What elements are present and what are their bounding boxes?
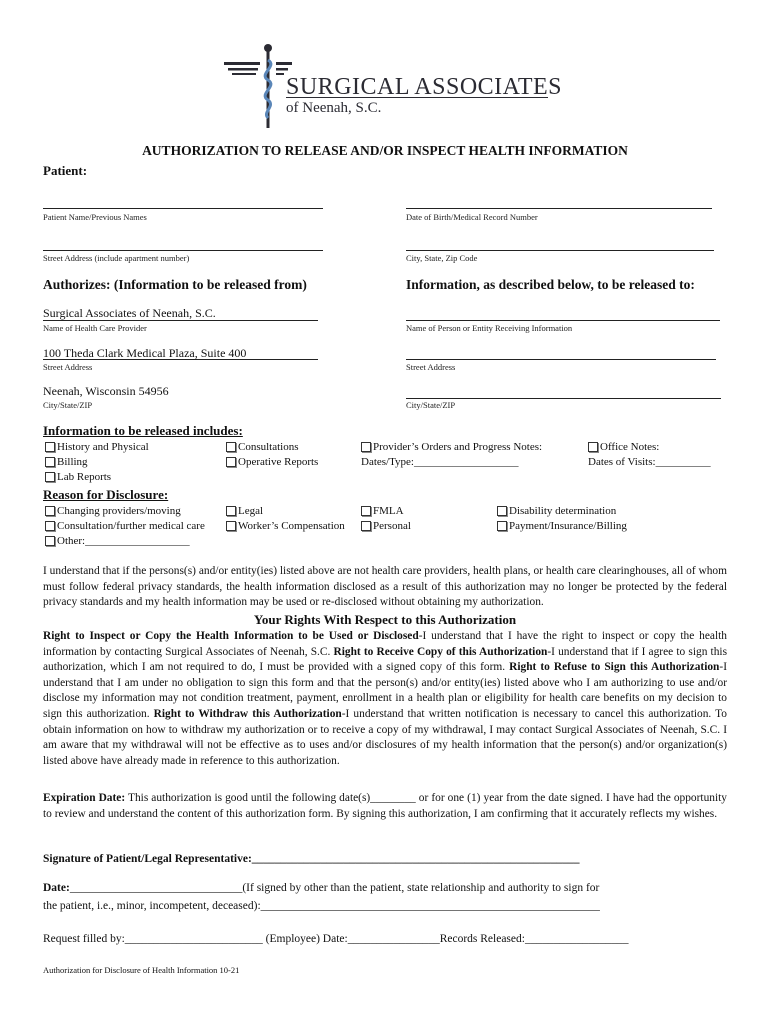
checkbox-icon <box>45 521 55 531</box>
reason-heading: Reason for Disclosure: <box>43 487 169 502</box>
date-row: Date:______________________________(If signed by other than the patient, state relationship and authority to sign for <box>43 882 600 894</box>
patient-name-caption: Patient Name/Previous Names <box>43 212 147 222</box>
patient-label: Patient: <box>43 163 88 178</box>
checkbox-lab[interactable]: Lab Reports <box>45 471 111 483</box>
to-heading: Information, as described below, to be released to: <box>406 277 695 292</box>
checkbox-icon <box>45 506 55 516</box>
checkbox-icon <box>226 521 236 531</box>
patient-name-field[interactable] <box>43 194 323 209</box>
checkbox-payment[interactable]: Payment/Insurance/Billing <box>497 520 627 532</box>
checkbox-icon <box>45 472 55 482</box>
privacy-paragraph: I understand that if the persons(s) and/or entity(ies) listed above are not health care providers, health plans, or health care clearinghouses, all of whom must follow federal privacy standards, the health information disclosed as a result of this authorization may no longer be protected by the federal privacy standards and my health information may be used or re-disclosed without obtaining my authorization. <box>43 565 727 609</box>
page-title: AUTHORIZATION TO RELEASE AND/OR INSPECT HEALTH INFORMATION <box>142 143 628 158</box>
logo-subtitle: of Neenah, S.C. <box>286 100 382 116</box>
checkbox-consult[interactable]: Consultation/further medical care <box>45 520 205 532</box>
checkbox-icon <box>226 442 236 452</box>
checkbox-billing[interactable]: Billing <box>45 456 88 468</box>
footer: Authorization for Disclosure of Health Information 10-21 <box>43 965 240 975</box>
provider-street-line <box>43 359 318 360</box>
recipient-street-caption: Street Address <box>406 362 456 372</box>
checkbox-icon <box>361 506 371 516</box>
dob-caption: Date of Birth/Medical Record Number <box>406 212 538 222</box>
date-field[interactable]: ______________________________ <box>69 882 243 894</box>
checkbox-workers[interactable]: Worker’s Compensation <box>226 520 345 532</box>
relationship-field[interactable]: the patient, i.e., minor, incompetent, deceased):___________________________________________________________ <box>43 900 600 912</box>
provider-name: Surgical Associates of Neenah, S.C. <box>43 306 216 320</box>
checkbox-orders[interactable]: Provider’s Orders and Progress Notes: <box>361 441 542 453</box>
checkbox-icon <box>497 521 507 531</box>
checkbox-icon <box>361 521 371 531</box>
checkbox-legal[interactable]: Legal <box>226 505 263 517</box>
patient-city-caption: City, State, Zip Code <box>406 253 478 263</box>
checkbox-icon <box>497 506 507 516</box>
checkbox-disability[interactable]: Disability determination <box>497 505 616 517</box>
checkbox-history[interactable]: History and Physical <box>45 441 149 453</box>
checkbox-office[interactable]: Office Notes: <box>588 441 659 453</box>
checkbox-icon <box>45 536 55 546</box>
checkbox-icon <box>45 457 55 467</box>
checkbox-other[interactable]: Other:___________________ <box>45 535 190 547</box>
provider-street-caption: Street Address <box>43 362 93 372</box>
office-dates-field[interactable]: Dates of Visits:__________ <box>588 456 711 468</box>
checkbox-operative[interactable]: Operative Reports <box>226 456 318 468</box>
provider-city-caption: City/State/ZIP <box>43 400 93 410</box>
provider-city: Neenah, Wisconsin 54956 <box>43 384 169 398</box>
recipient-city-field[interactable] <box>406 384 721 399</box>
from-heading: Authorizes: (Information to be released from) <box>43 277 307 292</box>
checkbox-fmla[interactable]: FMLA <box>361 505 404 517</box>
patient-city-field[interactable] <box>406 236 714 251</box>
checkbox-moving[interactable]: Changing providers/moving <box>45 505 181 517</box>
dob-field[interactable] <box>406 194 712 209</box>
checkbox-icon <box>45 442 55 452</box>
recipient-city-caption: City/State/ZIP <box>406 400 456 410</box>
recipient-name-caption: Name of Person or Entity Receiving Information <box>406 323 573 333</box>
signature-field[interactable]: Signature of Patient/Legal Representative:_________________________________________________________ <box>43 853 580 865</box>
recipient-name-field[interactable] <box>406 306 720 321</box>
logo <box>220 40 560 130</box>
checkbox-icon <box>361 442 371 452</box>
rights-heading: Your Rights With Respect to this Authorization <box>253 612 517 627</box>
request-filled-row[interactable]: Request filled by:________________________ (Employee) Date:________________Records Released:__________________ <box>43 933 629 945</box>
checkbox-consultations[interactable]: Consultations <box>226 441 299 453</box>
checkbox-personal[interactable]: Personal <box>361 520 411 532</box>
provider-street: 100 Theda Clark Medical Plaza, Suite 400 <box>43 346 247 360</box>
expiration-paragraph: Expiration Date: This authorization is good until the following date(s)________ or for one (1) year from the date signed. I have had the opportunity to review and understand the content of this authorization form. By signing this authorization, I am confirming that it accurately reflects my wishes. <box>43 792 727 820</box>
rights-paragraph: Right to Inspect or Copy the Health Information to be Used or Disclosed-I understand that I have the right to inspect or copy the health information by contacting Surgical Associates of Neenah, S.C. Right to Receive Copy of this Authorization-I understand that if I agree to sign this authorization, which I am not required to do, I must be provided with a signed copy of this form. Right to Refuse to Sign this Authorization-I understand that I am under no obligation to sign this form and that the person(s) and/or entity(ies) listed above who I am authorizing to use and/or disclose my information may not condition treatment, payment, enrollment in a health plan or eligibility for health care benefits on my decision to sign this authorization. Right to Withdraw this Authorization-I understand that written notification is necessary to cancel this authorization. To obtain information on how to withdraw my authorization or to receive a copy of my withdrawal, I may contact Surgical Associates of Neenah, S.C. I am aware that my withdrawal will not be effective as to uses and/or disclosures of my health information that the person(s) and/or organization(s) listed above have already made in reference to this authorization. <box>43 630 728 767</box>
info-heading: Information to be released includes: <box>43 423 243 438</box>
checkbox-icon <box>226 506 236 516</box>
provider-line <box>43 320 318 321</box>
checkbox-icon <box>226 457 236 467</box>
checkbox-icon <box>588 442 598 452</box>
logo-name: SURGICAL ASSOCIATES <box>286 74 562 100</box>
orders-dates-field[interactable]: Dates/Type:___________________ <box>361 456 519 468</box>
patient-street-field[interactable] <box>43 236 323 251</box>
recipient-street-field[interactable] <box>406 345 716 360</box>
patient-street-caption: Street Address (include apartment number) <box>43 253 190 263</box>
provider-caption: Name of Health Care Provider <box>43 323 147 333</box>
logo-rule <box>286 97 548 98</box>
